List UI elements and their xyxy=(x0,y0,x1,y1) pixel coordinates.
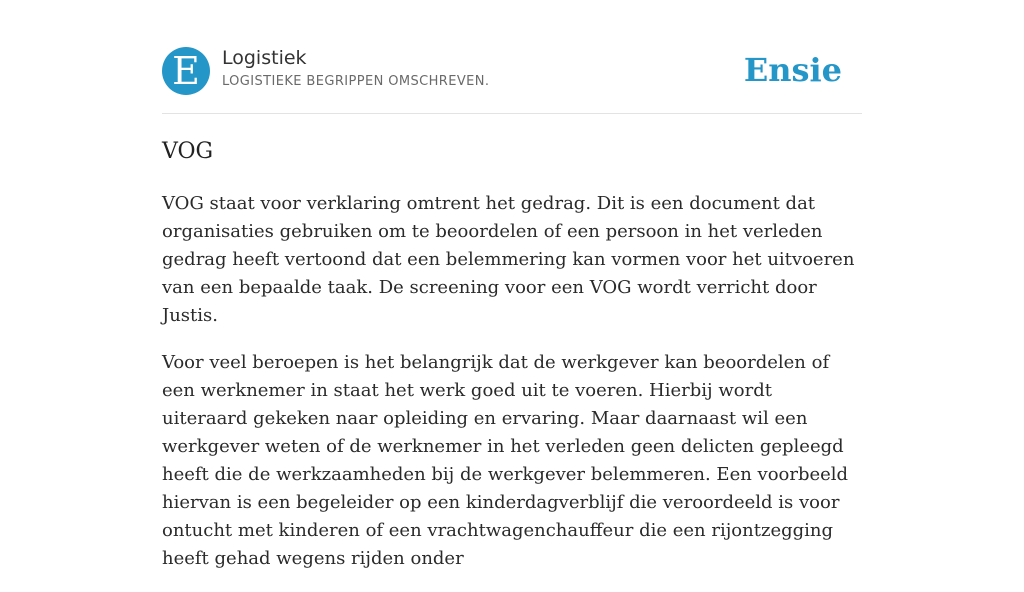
site-header xyxy=(162,0,862,114)
site-title-link[interactable]: Logistiek xyxy=(222,47,307,69)
brand-logo-link[interactable]: Ensie xyxy=(743,51,842,89)
site-tagline: LOGISTIEKE BEGRIPPEN OMSCHREVEN. xyxy=(222,74,490,89)
page-title: VOG xyxy=(162,139,214,164)
article-body xyxy=(162,190,862,592)
article-paragraph: Voor veel beroepen is het belangrijk dat de werkgever kan beoordelen of een werknemer in staat het werk goed uit te voeren. Hierbij wordt uiteraard gekeken naar opleiding en ervaring. Maar daarnaast wil een werkgever weten of de werknemer in het verleden geen delicten gepleegd heeft die de werkzaamheden bij de werkgever belemmeren. Een voorbeeld hiervan is een begeleider op een kinderdagverblijf die veroordeeld is voor ontucht met kinderen of een vrachtwagenchauffeur die een rijontzegging heeft gehad wegens rijden onder xyxy=(162,352,849,569)
content-container xyxy=(162,0,862,569)
site-logo-icon[interactable]: E xyxy=(162,47,210,95)
article-paragraph: VOG staat voor verklaring omtrent het gedrag. Dit is een document dat organisaties gebruiken om te beoordelen of een persoon in het verleden gedrag heeft vertoond dat een belemmering kan vormen voor het uitvoeren van een bepaalde taak. De screening voor een VOG wordt verricht door Justis. xyxy=(162,193,855,326)
